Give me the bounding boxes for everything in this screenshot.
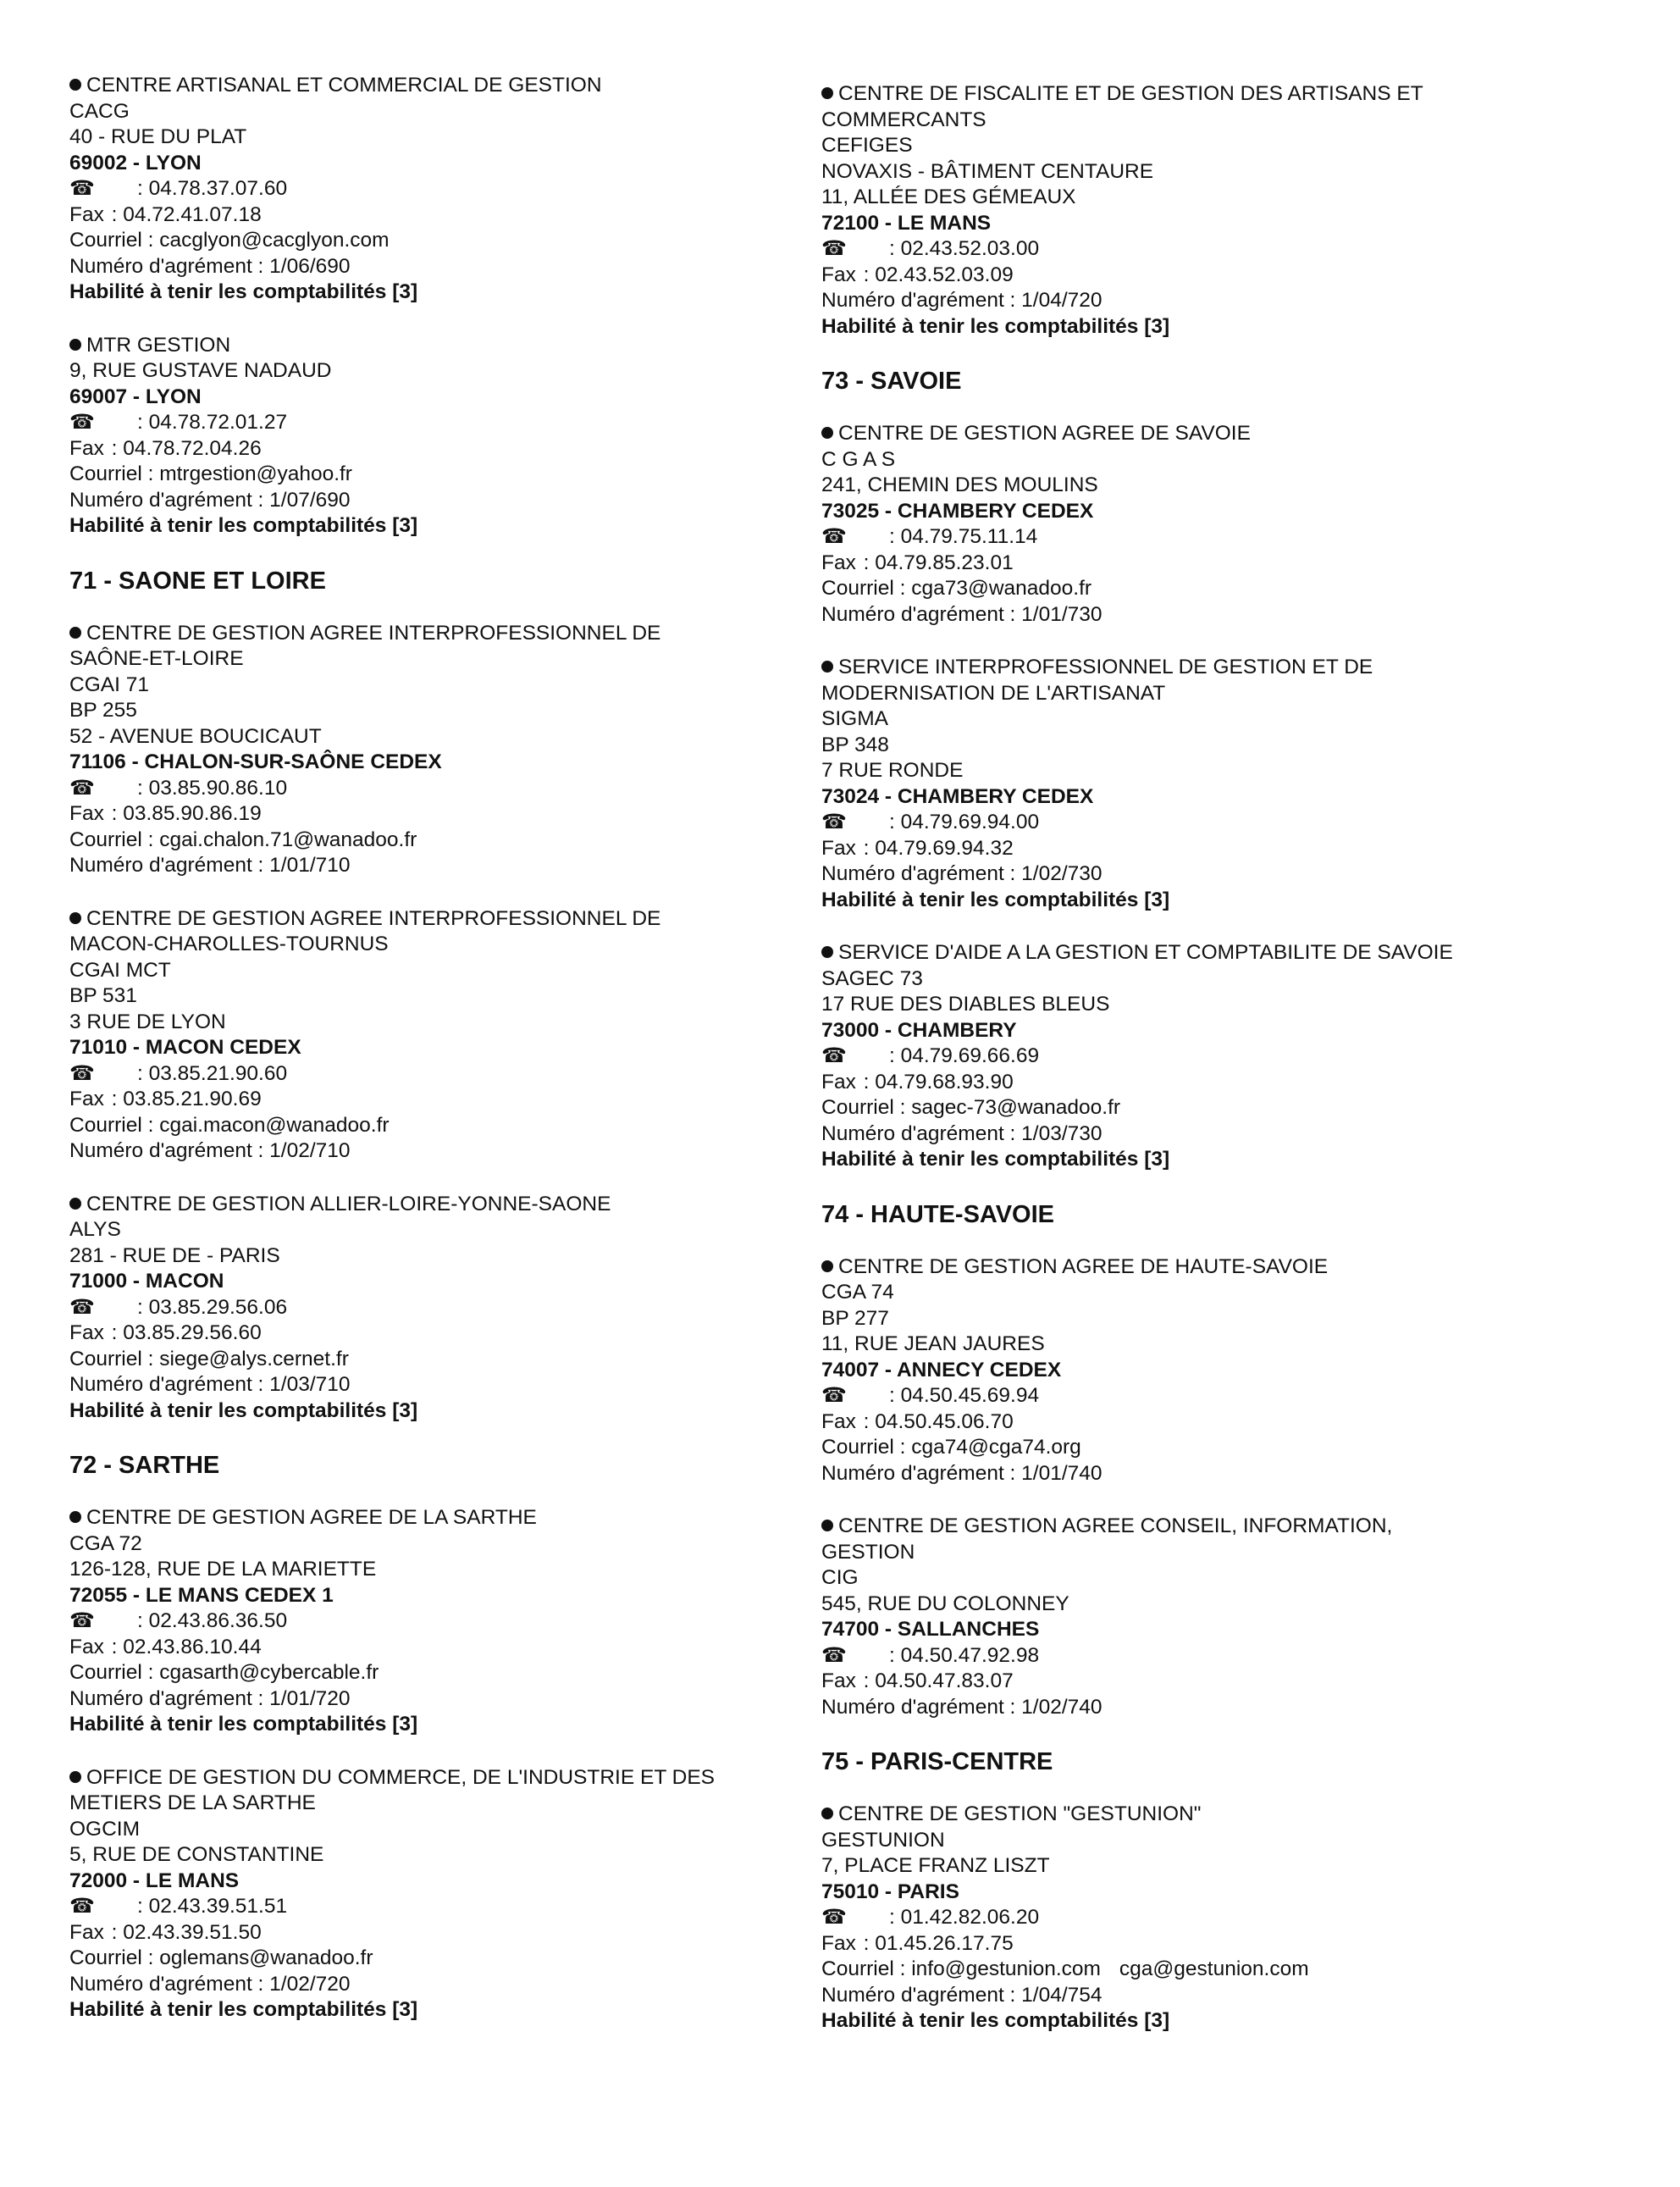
phone-line — [821, 1643, 1617, 1669]
bullet-icon — [69, 1511, 81, 1523]
phone-line — [821, 810, 1617, 836]
address-line: CGAI MCT — [69, 958, 171, 982]
postal-city: 71106 - CHALON-SUR-SAÔNE CEDEX — [69, 750, 442, 773]
email-line — [69, 462, 815, 488]
habilitation-note: Habilité à tenir les comptabilités [3] — [821, 314, 1170, 338]
directory-entry — [69, 73, 815, 306]
directory-entry — [69, 1192, 815, 1425]
entry-name: CENTRE DE GESTION AGREE DE SAVOIE — [838, 422, 1251, 445]
phone-number: : 04.78.37.07.60 — [137, 177, 288, 200]
address-line: GESTION — [821, 1540, 915, 1564]
entry-name-line — [821, 1254, 1617, 1281]
email-line — [821, 1435, 1617, 1461]
entry-name-line — [821, 1802, 1617, 1828]
phone-line — [69, 1295, 815, 1321]
entry-name-line — [69, 1765, 815, 1791]
fax-line — [69, 1321, 815, 1347]
fax-number: : 01.45.26.17.75 — [863, 1931, 1014, 1955]
address-line: CIG — [821, 1566, 859, 1589]
entry-name-line — [821, 1514, 1617, 1540]
bullet-icon — [69, 1198, 81, 1210]
phone-icon: ☎ — [821, 525, 847, 548]
email-line — [69, 228, 815, 254]
address-line: BP 277 — [821, 1306, 889, 1330]
fax-number: : 04.79.69.94.32 — [863, 836, 1014, 860]
fax-label: Fax — [69, 202, 104, 226]
phone-icon: ☎ — [69, 177, 95, 200]
fax-number: : 03.85.29.56.60 — [111, 1321, 262, 1344]
fax-line — [821, 836, 1617, 862]
email-line — [69, 1347, 815, 1373]
entry-name-line — [69, 73, 815, 99]
fax-line — [69, 1087, 815, 1113]
phone-number: : 03.85.90.86.10 — [137, 776, 288, 800]
phone-icon: ☎ — [69, 1061, 95, 1085]
phone-number: : 04.78.72.01.27 — [137, 411, 288, 434]
habilitation-note: Habilité à tenir les comptabilités [3] — [821, 2009, 1170, 2032]
entry-name: CENTRE DE FISCALITE ET DE GESTION DES ARTISANS ET — [838, 82, 1423, 105]
bullet-icon — [69, 339, 81, 351]
agrement-number: Numéro d'agrément : 1/01/720 — [69, 1686, 351, 1710]
left-column — [69, 73, 815, 2051]
directory-entry — [821, 655, 1617, 913]
agrement-number: Numéro d'agrément : 1/03/710 — [69, 1373, 351, 1396]
fax-line — [821, 551, 1617, 577]
address-line: 11, RUE JEAN JAURES — [821, 1332, 1045, 1355]
phone-icon: ☎ — [69, 1895, 95, 1918]
agrement-number: Numéro d'agrément : 1/07/690 — [69, 488, 351, 512]
section-heading: 71 - SAONE ET LOIRE — [69, 567, 326, 595]
bullet-icon — [821, 427, 833, 439]
bullet-icon — [821, 87, 833, 99]
address-line: 17 RUE DES DIABLES BLEUS — [821, 993, 1110, 1016]
fax-number: : 04.79.68.93.90 — [863, 1070, 1014, 1094]
fax-number: : 04.50.45.06.70 — [863, 1409, 1014, 1433]
agrement-number: Numéro d'agrément : 1/02/710 — [69, 1139, 351, 1162]
email-text: Courriel : sagec-73@wanadoo.fr — [821, 1096, 1121, 1119]
address-line: C G A S — [821, 447, 896, 471]
entry-name-line — [821, 81, 1617, 108]
postal-city: 74007 - ANNECY CEDEX — [821, 1358, 1062, 1381]
habilitation-note: Habilité à tenir les comptabilités [3] — [821, 888, 1170, 911]
entry-name: CENTRE ARTISANAL ET COMMERCIAL DE GESTION — [86, 74, 602, 97]
phone-icon: ☎ — [69, 776, 95, 800]
phone-number: : 03.85.29.56.06 — [137, 1295, 288, 1319]
bullet-icon — [821, 661, 833, 673]
email-text: Courriel : cacglyon@cacglyon.com — [69, 229, 390, 252]
agrement-number: Numéro d'agrément : 1/02/720 — [69, 1972, 351, 1996]
agrement-number: Numéro d'agrément : 1/02/740 — [821, 1695, 1102, 1719]
email-text: Courriel : cga73@wanadoo.fr — [821, 577, 1092, 600]
section-heading: 75 - PARIS-CENTRE — [821, 1748, 1053, 1775]
fax-label: Fax — [821, 1931, 856, 1955]
address-line: GESTUNION — [821, 1828, 945, 1852]
postal-city: 73000 - CHAMBERY — [821, 1018, 1017, 1042]
address-line: MODERNISATION DE L'ARTISANAT — [821, 681, 1166, 705]
postal-city: 69002 - LYON — [69, 151, 202, 174]
postal-city: 72000 - LE MANS — [69, 1869, 240, 1892]
fax-line — [821, 1669, 1617, 1695]
email-text: Courriel : siege@alys.cernet.fr — [69, 1347, 349, 1370]
habilitation-note: Habilité à tenir les comptabilités [3] — [69, 1713, 418, 1736]
entry-name: CENTRE DE GESTION AGREE INTERPROFESSIONNEL DE — [86, 906, 661, 930]
email-line — [69, 828, 815, 854]
fax-label: Fax — [821, 1669, 856, 1692]
fax-label: Fax — [821, 263, 856, 286]
fax-line — [821, 1409, 1617, 1436]
habilitation-note: Habilité à tenir les comptabilités [3] — [69, 1398, 418, 1422]
fax-label: Fax — [821, 1409, 856, 1433]
email-text: Courriel : cgai.chalon.71@wanadoo.fr — [69, 828, 417, 851]
phone-line — [69, 1608, 815, 1635]
fax-label: Fax — [69, 1635, 104, 1658]
address-line: COMMERCANTS — [821, 108, 986, 131]
email-line — [821, 1095, 1617, 1121]
fax-line — [69, 202, 815, 229]
fax-number: : 03.85.90.86.19 — [111, 802, 262, 825]
postal-city: 72100 - LE MANS — [821, 211, 992, 235]
fax-number: : 04.78.72.04.26 — [111, 436, 262, 460]
bullet-icon — [821, 1520, 833, 1531]
agrement-number: Numéro d'agrément : 1/04/754 — [821, 1983, 1102, 2007]
postal-city: 74700 - SALLANCHES — [821, 1618, 1040, 1641]
address-line: CACG — [69, 99, 130, 123]
fax-label: Fax — [69, 802, 104, 825]
bullet-icon — [69, 1771, 81, 1783]
email-text: Courriel : cgasarth@cybercable.fr — [69, 1661, 379, 1684]
fax-label: Fax — [69, 1088, 104, 1110]
fax-line — [69, 436, 815, 462]
address-line: CGA 72 — [69, 1531, 142, 1555]
address-line: 241, CHEMIN DES MOULINS — [821, 473, 1098, 496]
phone-number: : 02.43.86.36.50 — [137, 1609, 288, 1632]
phone-line — [69, 776, 815, 802]
address-line: 7, PLACE FRANZ LISZT — [821, 1854, 1050, 1877]
postal-city: 69007 - LYON — [69, 385, 202, 408]
right-column — [821, 81, 1617, 2062]
address-line: BP 255 — [69, 699, 137, 722]
entry-name-line — [69, 906, 815, 933]
entry-name: OFFICE DE GESTION DU COMMERCE, DE L'INDUSTRIE ET DES — [86, 1765, 716, 1789]
address-line: CEFIGES — [821, 134, 913, 157]
address-line: 52 - AVENUE BOUCICAUT — [69, 724, 322, 748]
entry-name-line — [821, 655, 1617, 681]
entry-name: SERVICE D'AIDE A LA GESTION ET COMPTABILITE DE SAVOIE — [838, 941, 1453, 964]
email-text: Courriel : info@gestunion.com — [821, 1957, 1101, 1980]
email-text-secondary: cga@gestunion.com — [1119, 1957, 1309, 1980]
address-line: METIERS DE LA SARTHE — [69, 1791, 316, 1814]
address-line: ALYS — [69, 1218, 121, 1241]
phone-line — [821, 524, 1617, 551]
directory-entry — [69, 333, 815, 540]
fax-line — [69, 1920, 815, 1946]
address-line: 5, RUE DE CONSTANTINE — [69, 1843, 324, 1866]
phone-icon: ☎ — [821, 1044, 847, 1067]
fax-line — [69, 801, 815, 828]
fax-number: : 02.43.39.51.50 — [111, 1920, 262, 1944]
fax-label: Fax — [69, 1321, 104, 1344]
fax-number: : 02.43.52.03.09 — [863, 263, 1014, 286]
address-line: 7 RUE RONDE — [821, 759, 964, 782]
directory-entry — [69, 1505, 815, 1738]
address-line: SAGEC 73 — [821, 966, 923, 990]
address-line: 9, RUE GUSTAVE NADAUD — [69, 359, 332, 382]
bullet-icon — [69, 912, 81, 924]
postal-city: 75010 - PARIS — [821, 1880, 959, 1903]
habilitation-note: Habilité à tenir les comptabilités [3] — [821, 1148, 1170, 1171]
postal-city: 73024 - CHAMBERY CEDEX — [821, 784, 1094, 808]
email-line — [69, 1946, 815, 1972]
address-line: 545, RUE DU COLONNEY — [821, 1592, 1069, 1615]
directory-entry — [821, 1514, 1617, 1720]
address-line: SIGMA — [821, 707, 888, 730]
agrement-number: Numéro d'agrément : 1/02/730 — [821, 862, 1102, 885]
entry-name: CENTRE DE GESTION ALLIER-LOIRE-YONNE-SAONE — [86, 1192, 611, 1215]
phone-number: : 02.43.39.51.51 — [137, 1895, 288, 1918]
phone-number: : 04.50.47.92.98 — [889, 1643, 1040, 1667]
agrement-number: Numéro d'agrément : 1/01/740 — [821, 1461, 1102, 1485]
fax-label: Fax — [821, 551, 856, 574]
phone-icon: ☎ — [821, 1384, 847, 1407]
phone-line — [69, 1894, 815, 1920]
email-text: Courriel : cgai.macon@wanadoo.fr — [69, 1113, 390, 1137]
bullet-icon — [821, 1260, 833, 1272]
directory-entry — [821, 1802, 1617, 2035]
fax-label: Fax — [69, 436, 104, 460]
fax-line — [821, 263, 1617, 289]
section-heading: 74 - HAUTE-SAVOIE — [821, 1200, 1055, 1228]
address-line: SAÔNE-ET-LOIRE — [69, 647, 244, 670]
entry-name-line — [69, 1505, 815, 1531]
entry-name: SERVICE INTERPROFESSIONNEL DE GESTION ET DE — [838, 656, 1373, 678]
habilitation-note: Habilité à tenir les comptabilités [3] — [69, 514, 418, 537]
bullet-icon — [69, 79, 81, 91]
fax-number: : 04.50.47.83.07 — [863, 1669, 1014, 1692]
bullet-icon — [821, 946, 833, 958]
address-line: CGA 74 — [821, 1281, 894, 1304]
phone-number: : 04.79.69.94.00 — [889, 811, 1040, 833]
entry-name-line — [821, 940, 1617, 966]
phone-line — [821, 236, 1617, 263]
directory-entry — [69, 906, 815, 1165]
address-line: OGCIM — [69, 1817, 141, 1841]
section-heading: 72 - SARTHE — [69, 1452, 220, 1479]
habilitation-note: Habilité à tenir les comptabilités [3] — [69, 280, 418, 303]
entry-name: CENTRE DE GESTION AGREE DE HAUTE-SAVOIE — [838, 1254, 1329, 1278]
bullet-icon — [821, 1808, 833, 1819]
entry-name: CENTRE DE GESTION AGREE INTERPROFESSIONNEL DE — [86, 621, 661, 645]
email-line — [69, 1113, 815, 1139]
phone-number: : 04.79.69.66.69 — [889, 1044, 1040, 1067]
address-line: 40 - RUE DU PLAT — [69, 125, 247, 148]
directory-entry — [69, 621, 815, 879]
directory-entry — [821, 940, 1617, 1173]
email-text: Courriel : mtrgestion@yahoo.fr — [69, 462, 352, 485]
agrement-number: Numéro d'agrément : 1/04/720 — [821, 289, 1102, 312]
phone-icon: ☎ — [821, 811, 847, 833]
phone-line — [69, 410, 815, 436]
email-line — [821, 576, 1617, 602]
address-line: 126-128, RUE DE LA MARIETTE — [69, 1558, 377, 1581]
fax-label: Fax — [821, 836, 856, 860]
entry-name: MTR GESTION — [86, 333, 231, 357]
agrement-number: Numéro d'agrément : 1/01/730 — [821, 602, 1102, 626]
phone-icon: ☎ — [821, 1906, 847, 1929]
phone-line — [821, 1044, 1617, 1070]
phone-number: : 04.50.45.69.94 — [889, 1384, 1040, 1407]
entry-name: CENTRE DE GESTION AGREE CONSEIL, INFORMATION, — [838, 1514, 1393, 1537]
phone-icon: ☎ — [821, 237, 847, 260]
fax-label: Fax — [69, 1920, 104, 1944]
fax-label: Fax — [821, 1070, 856, 1094]
entry-name: CENTRE DE GESTION "GESTUNION" — [838, 1802, 1202, 1825]
phone-line — [69, 1061, 815, 1088]
entry-name-line — [69, 621, 815, 647]
fax-number: : 02.43.86.10.44 — [111, 1635, 262, 1658]
directory-entry — [821, 1254, 1617, 1487]
email-line — [69, 1660, 815, 1686]
postal-city: 73025 - CHAMBERY CEDEX — [821, 499, 1094, 523]
phone-icon: ☎ — [69, 411, 95, 434]
directory-entry — [821, 421, 1617, 628]
fax-number: : 04.79.85.23.01 — [863, 551, 1014, 574]
postal-city: 71000 - MACON — [69, 1270, 224, 1293]
postal-city: 72055 - LE MANS CEDEX 1 — [69, 1583, 334, 1607]
phone-line — [821, 1383, 1617, 1409]
fax-line — [821, 1931, 1617, 1957]
address-line: 11, ALLÉE DES GÉMEAUX — [821, 185, 1076, 208]
email-line — [821, 1957, 1617, 1983]
email-text: Courriel : cga74@cga74.org — [821, 1436, 1081, 1459]
email-text: Courriel : oglemans@wanadoo.fr — [69, 1946, 373, 1969]
phone-icon: ☎ — [69, 1295, 95, 1319]
phone-line — [69, 176, 815, 202]
entry-name: CENTRE DE GESTION AGREE DE LA SARTHE — [86, 1506, 537, 1529]
postal-city: 71010 - MACON CEDEX — [69, 1036, 301, 1059]
bullet-icon — [69, 627, 81, 639]
habilitation-note: Habilité à tenir les comptabilités [3] — [69, 1998, 418, 2021]
fax-line — [69, 1635, 815, 1661]
address-line: BP 348 — [821, 733, 889, 756]
fax-line — [821, 1070, 1617, 1096]
entry-name-line — [821, 421, 1617, 447]
address-line: MACON-CHAROLLES-TOURNUS — [69, 933, 389, 955]
fax-number: : 03.85.21.90.69 — [111, 1088, 262, 1110]
address-line: 281 - RUE DE - PARIS — [69, 1243, 280, 1267]
phone-icon: ☎ — [69, 1609, 95, 1632]
agrement-number: Numéro d'agrément : 1/03/730 — [821, 1121, 1102, 1145]
directory-entry — [69, 1765, 815, 2024]
phone-number: : 04.79.75.11.14 — [889, 525, 1038, 548]
agrement-number: Numéro d'agrément : 1/01/710 — [69, 854, 351, 877]
section-heading: 73 - SAVOIE — [821, 368, 962, 395]
phone-number: : 01.42.82.06.20 — [889, 1906, 1040, 1929]
phone-number: : 02.43.52.03.00 — [889, 237, 1040, 260]
agrement-number: Numéro d'agrément : 1/06/690 — [69, 254, 351, 278]
fax-number: : 04.72.41.07.18 — [111, 202, 262, 226]
address-line: BP 531 — [69, 984, 137, 1007]
directory-entry — [821, 81, 1617, 340]
address-line: CGAI 71 — [69, 673, 149, 696]
entry-name-line — [69, 333, 815, 359]
address-line: NOVAXIS - BÂTIMENT CENTAURE — [821, 159, 1154, 183]
phone-icon: ☎ — [821, 1643, 847, 1667]
phone-number: : 03.85.21.90.60 — [137, 1061, 288, 1085]
address-line: 3 RUE DE LYON — [69, 1010, 226, 1033]
phone-line — [821, 1905, 1617, 1931]
entry-name-line — [69, 1192, 815, 1218]
